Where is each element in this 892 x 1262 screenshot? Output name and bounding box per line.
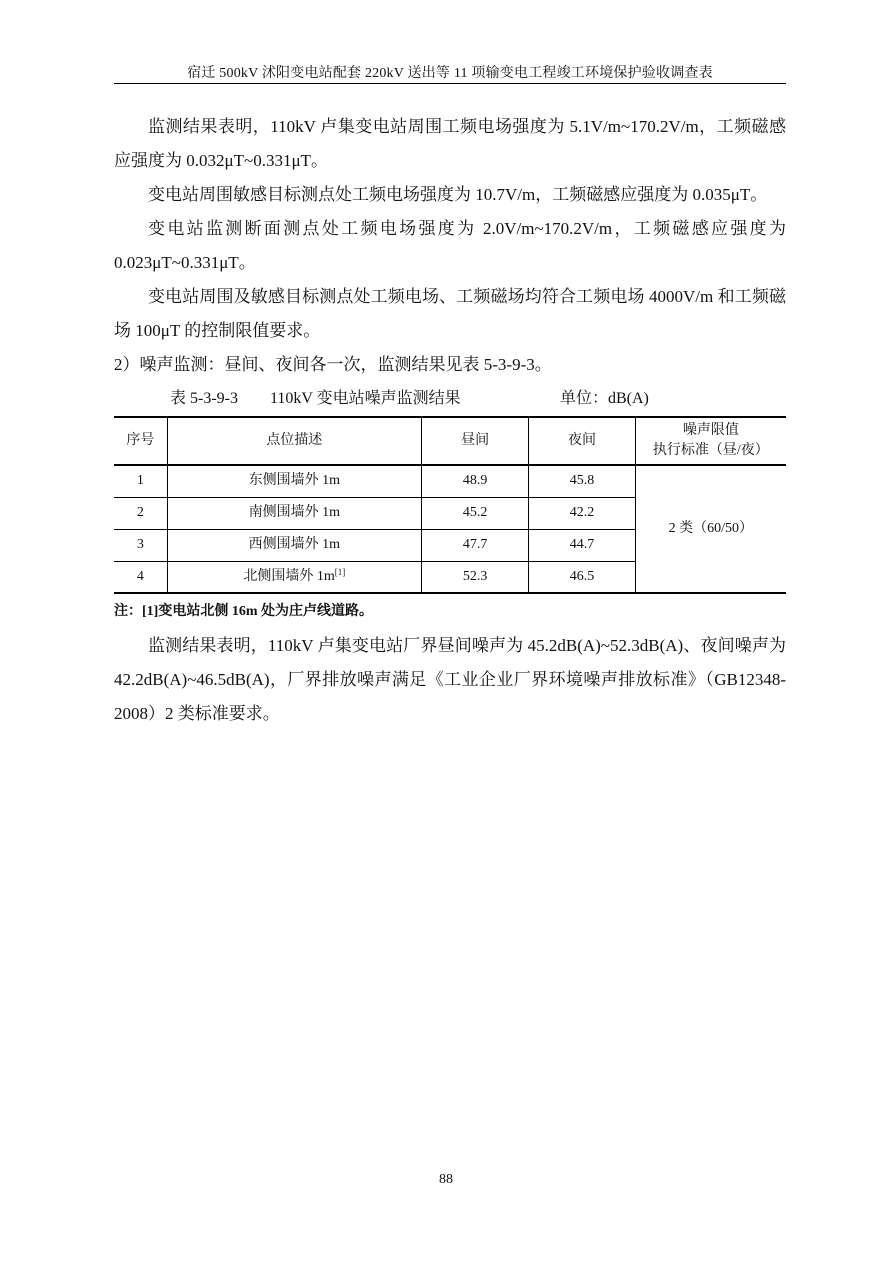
cell-desc: 东侧围墙外 1m — [167, 465, 421, 497]
cell-desc-text: 北侧围墙外 1m — [243, 568, 335, 584]
table-caption-unit: 单位：dB(A) — [560, 390, 649, 407]
page-number: 88 — [439, 1172, 453, 1187]
cell-day: 52.3 — [421, 561, 528, 593]
paragraph-efield-summary: 监测结果表明，110kV 卢集变电站周围工频电场强度为 5.1V/m~170.2V/m，工频磁感应强度为 0.032μT~0.331μT。 — [114, 117, 786, 170]
cell-standard: 2 类（60/50） — [635, 465, 786, 593]
paragraph-compliance: 变电站周围及敏感目标测点处工频电场、工频磁场均符合工频电场 4000V/m 和工频磁场 100μT 的控制限值要求。 — [114, 287, 786, 340]
table-row — [114, 465, 786, 497]
noise-monitoring-table — [114, 416, 786, 594]
header-no: 序号 — [114, 417, 167, 465]
paragraph-section-monitoring: 变电站监测断面测点处工频电场强度为 2.0V/m~170.2V/m，工频磁感应强度为 0.023μT~0.331μT。 — [114, 219, 786, 272]
table-caption-title: 表 5-3-9-3 110kV 变电站噪声监测结果 — [170, 390, 461, 407]
cell-desc — [167, 561, 421, 593]
cell-desc: 西侧围墙外 1m — [167, 529, 421, 561]
cell-no: 1 — [114, 465, 167, 497]
cell-night: 42.2 — [529, 497, 635, 529]
table-caption — [114, 382, 786, 416]
cell-day: 47.7 — [421, 529, 528, 561]
header-standard-line1: 噪声限值 — [682, 423, 739, 438]
cell-night: 44.7 — [529, 529, 635, 561]
page-header: 宿迁 500kV 沭阳变电站配套 220kV 送出等 11 项输变电工程竣工环境保护验收调查表 — [187, 66, 713, 81]
cell-desc: 南侧围墙外 1m — [167, 497, 421, 529]
footnote-marker: [1] — [334, 566, 346, 577]
table-header-row — [114, 417, 786, 465]
cell-day: 45.2 — [421, 497, 528, 529]
cell-no: 4 — [114, 561, 167, 593]
cell-night: 45.8 — [529, 465, 635, 497]
header-day: 昼间 — [421, 417, 528, 465]
cell-no: 2 — [114, 497, 167, 529]
header-night: 夜间 — [529, 417, 635, 465]
cell-day: 48.9 — [421, 465, 528, 497]
header-standard — [635, 417, 786, 465]
paragraph-noise-conclusion: 监测结果表明，110kV 卢集变电站厂界昼间噪声为 45.2dB(A)~52.3dB(A)、夜间噪声为 42.2dB(A)~46.5dB(A)，厂界排放噪声满足《工业企业厂界环境噪声排放标准》（GB12348-2008）2 类标准要求。 — [114, 636, 786, 723]
header-desc: 点位描述 — [167, 417, 421, 465]
header-divider — [114, 83, 786, 84]
page-body — [114, 110, 786, 731]
paragraph-sensitive-target: 变电站周围敏感目标测点处工频电场强度为 10.7V/m，工频磁感应强度为 0.035μT。 — [148, 185, 768, 204]
cell-night: 46.5 — [529, 561, 635, 593]
header-standard-line2: 执行标准（昼/夜） — [652, 443, 769, 458]
section-item-noise: 2）噪声监测：昼间、夜间各一次，监测结果见表 5-3-9-3。 — [114, 355, 552, 374]
table-note: 注：[1]变电站北侧 16m 处为庄卢线道路。 — [114, 604, 373, 619]
cell-no: 3 — [114, 529, 167, 561]
